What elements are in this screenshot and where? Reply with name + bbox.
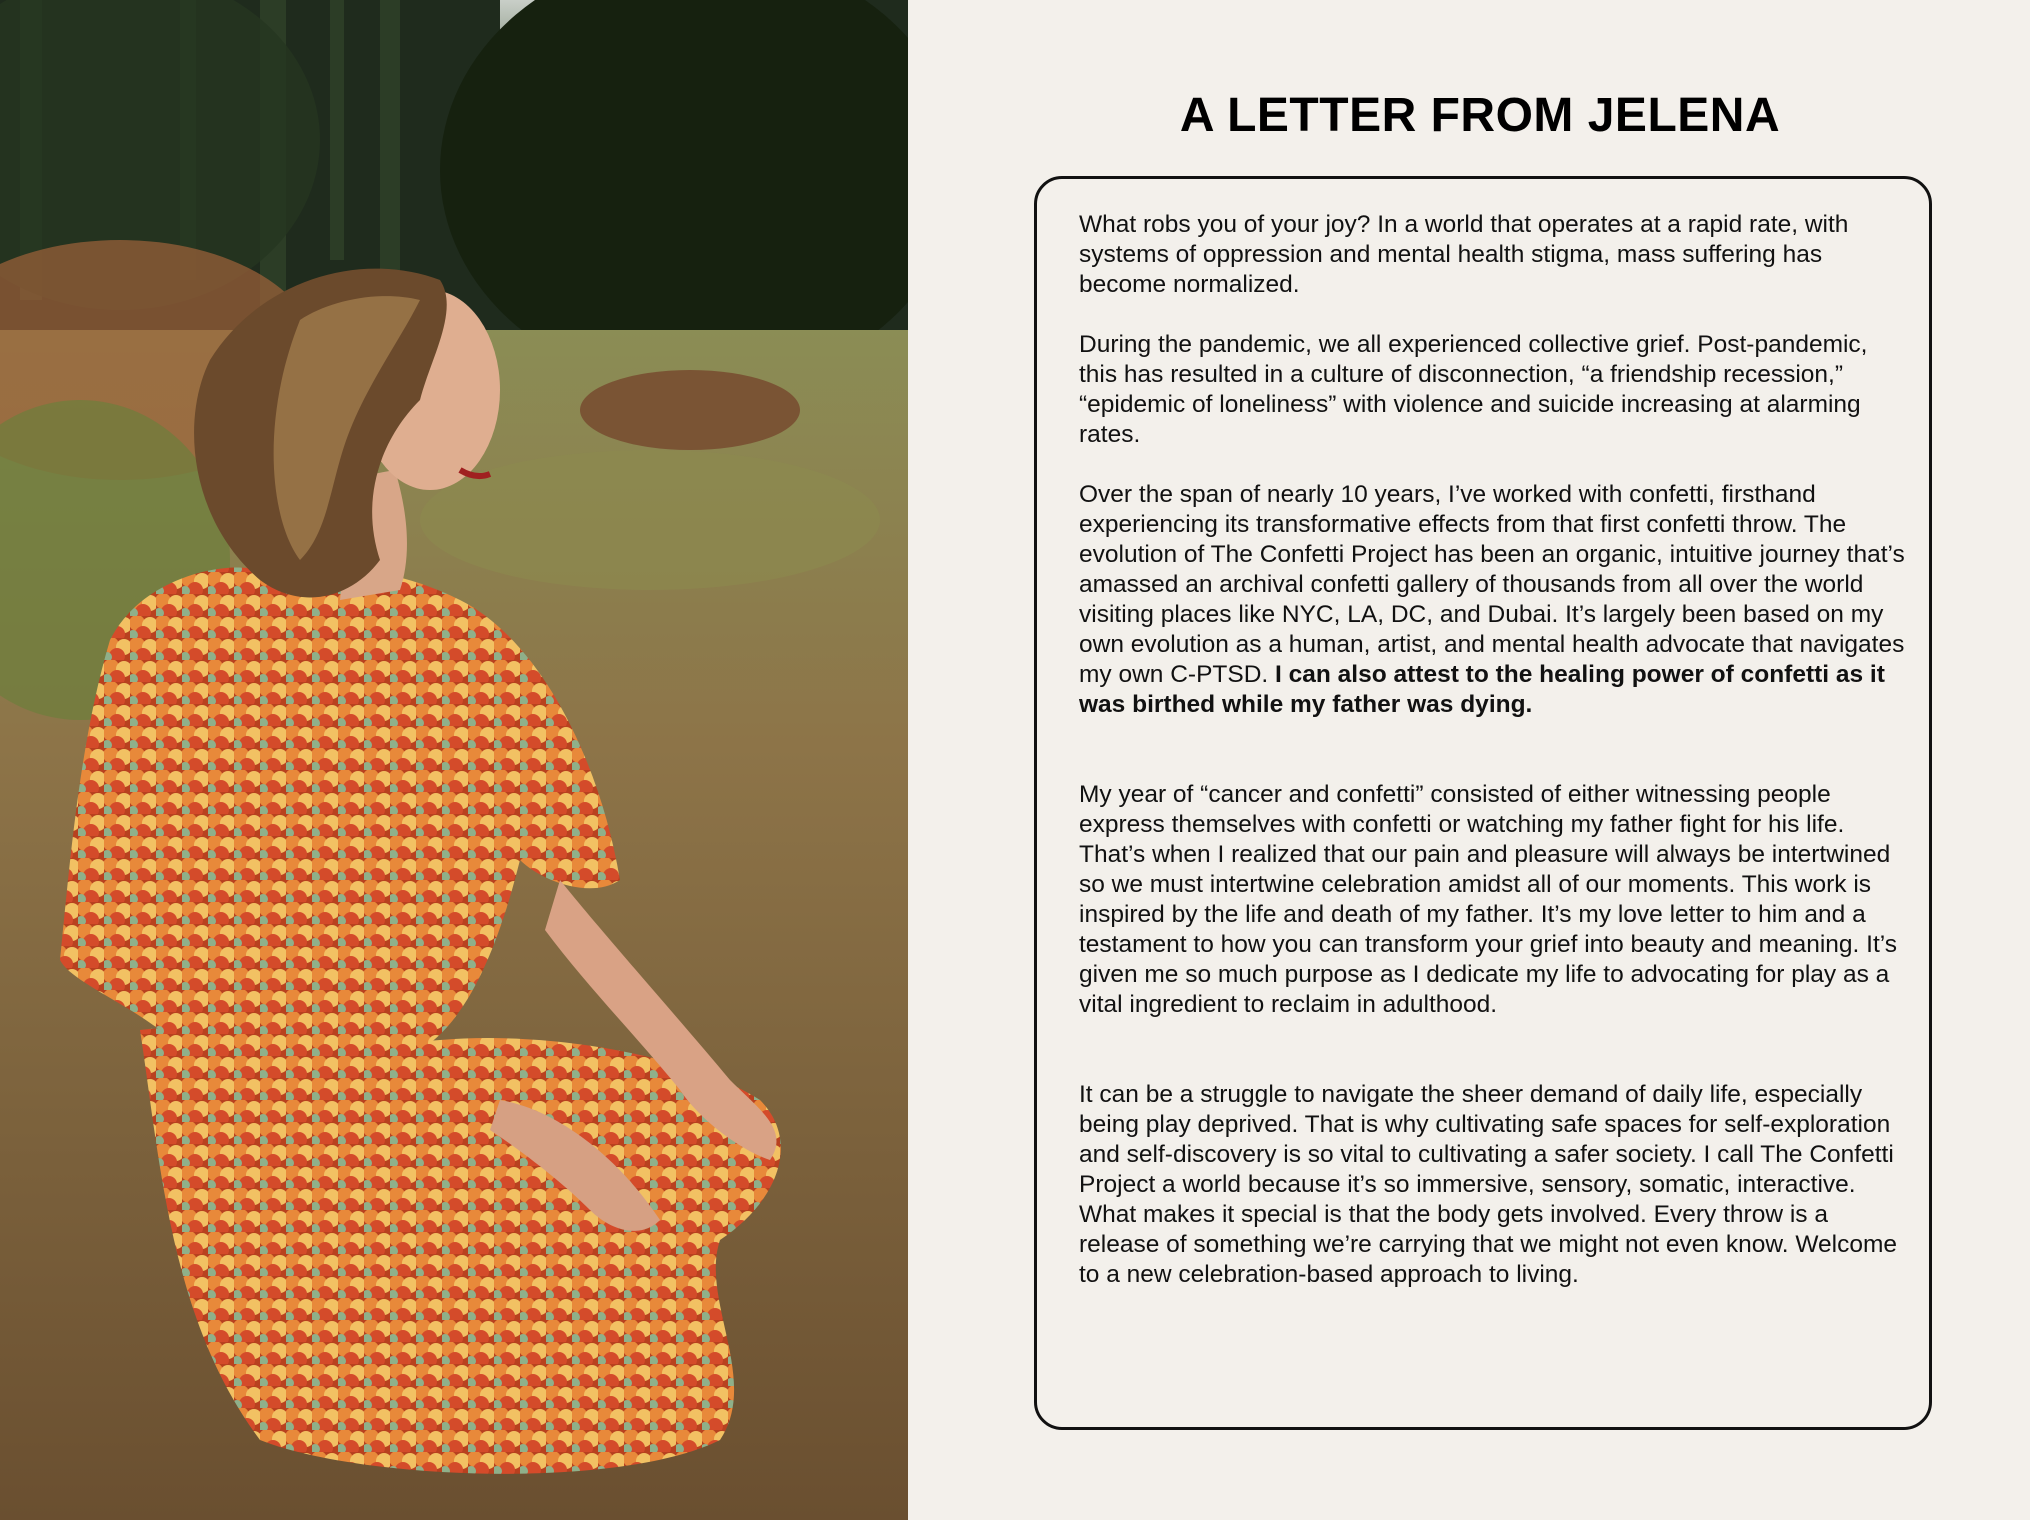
letter-paragraph-5: It can be a struggle to navigate the sheer demand of daily life, especially being play deprived. That is why cultivating safe spaces for self-exploration and self-discovery is so vital to cultivating a safer society. I call The Confetti Project a world because it’s so immersive, sensory, somatic, interactive. What makes it special is that the body gets involved. Every throw is a release of something we’re carrying that we might not even know. Welcome to a new celebration-based approach to living.: [1079, 1081, 1897, 1288]
page-title: A LETTER FROM JELENA: [1179, 89, 1781, 142]
letter-paragraph-2: During the pandemic, we all experienced collective grief. Post-pandemic, this has resulted in a culture of disconnection, “a friendship recession,” “epidemic of loneliness” with violence and suicide increasing at alarming rates.: [1079, 331, 1868, 448]
letter-paragraph-3: [1079, 480, 1909, 720]
letter-paragraph-1: What robs you of your joy? In a world that operates at a rapid rate, with systems of oppression and mental health stigma, mass suffering has become normalized.: [1079, 211, 1849, 298]
portrait-photo: [0, 0, 908, 1520]
letter-body: [1079, 210, 1909, 1290]
portrait-illustration: [0, 0, 908, 1520]
letter-paragraph-4: My year of “cancer and confetti” consisted of either witnessing people express themselves with confetti or watching my father fight for his life. That’s when I realized that our pain and pleasure will always be intertwined so we must intertwine celebration amidst all of our moments. This work is inspired by the life and death of my father. It’s my love letter to him and a testament to how you can transform your grief into beauty and meaning. It’s given me so much purpose as I dedicate my life to advocating for play as a vital ingredient to reclaim in adulthood.: [1079, 781, 1898, 1018]
letter-paragraph-3-text: Over the span of nearly 10 years, I’ve worked with confetti, firsthand experiencing its transformative effects from that first confetti throw. The evolution of The Confetti Project has been an organic, intuitive journey that’s amassed an archival confetti gallery of thousands from all over the world visiting places like NYC, LA, DC, and Dubai. It’s largely been based on my own evolution as a human, artist, and mental health advocate that navigates my own C-PTSD.: [1079, 481, 1905, 688]
letter-paragraph-3-emphasis: I can also attest to the healing power of confetti as it was birthed while my father was dying.: [1079, 661, 1885, 718]
